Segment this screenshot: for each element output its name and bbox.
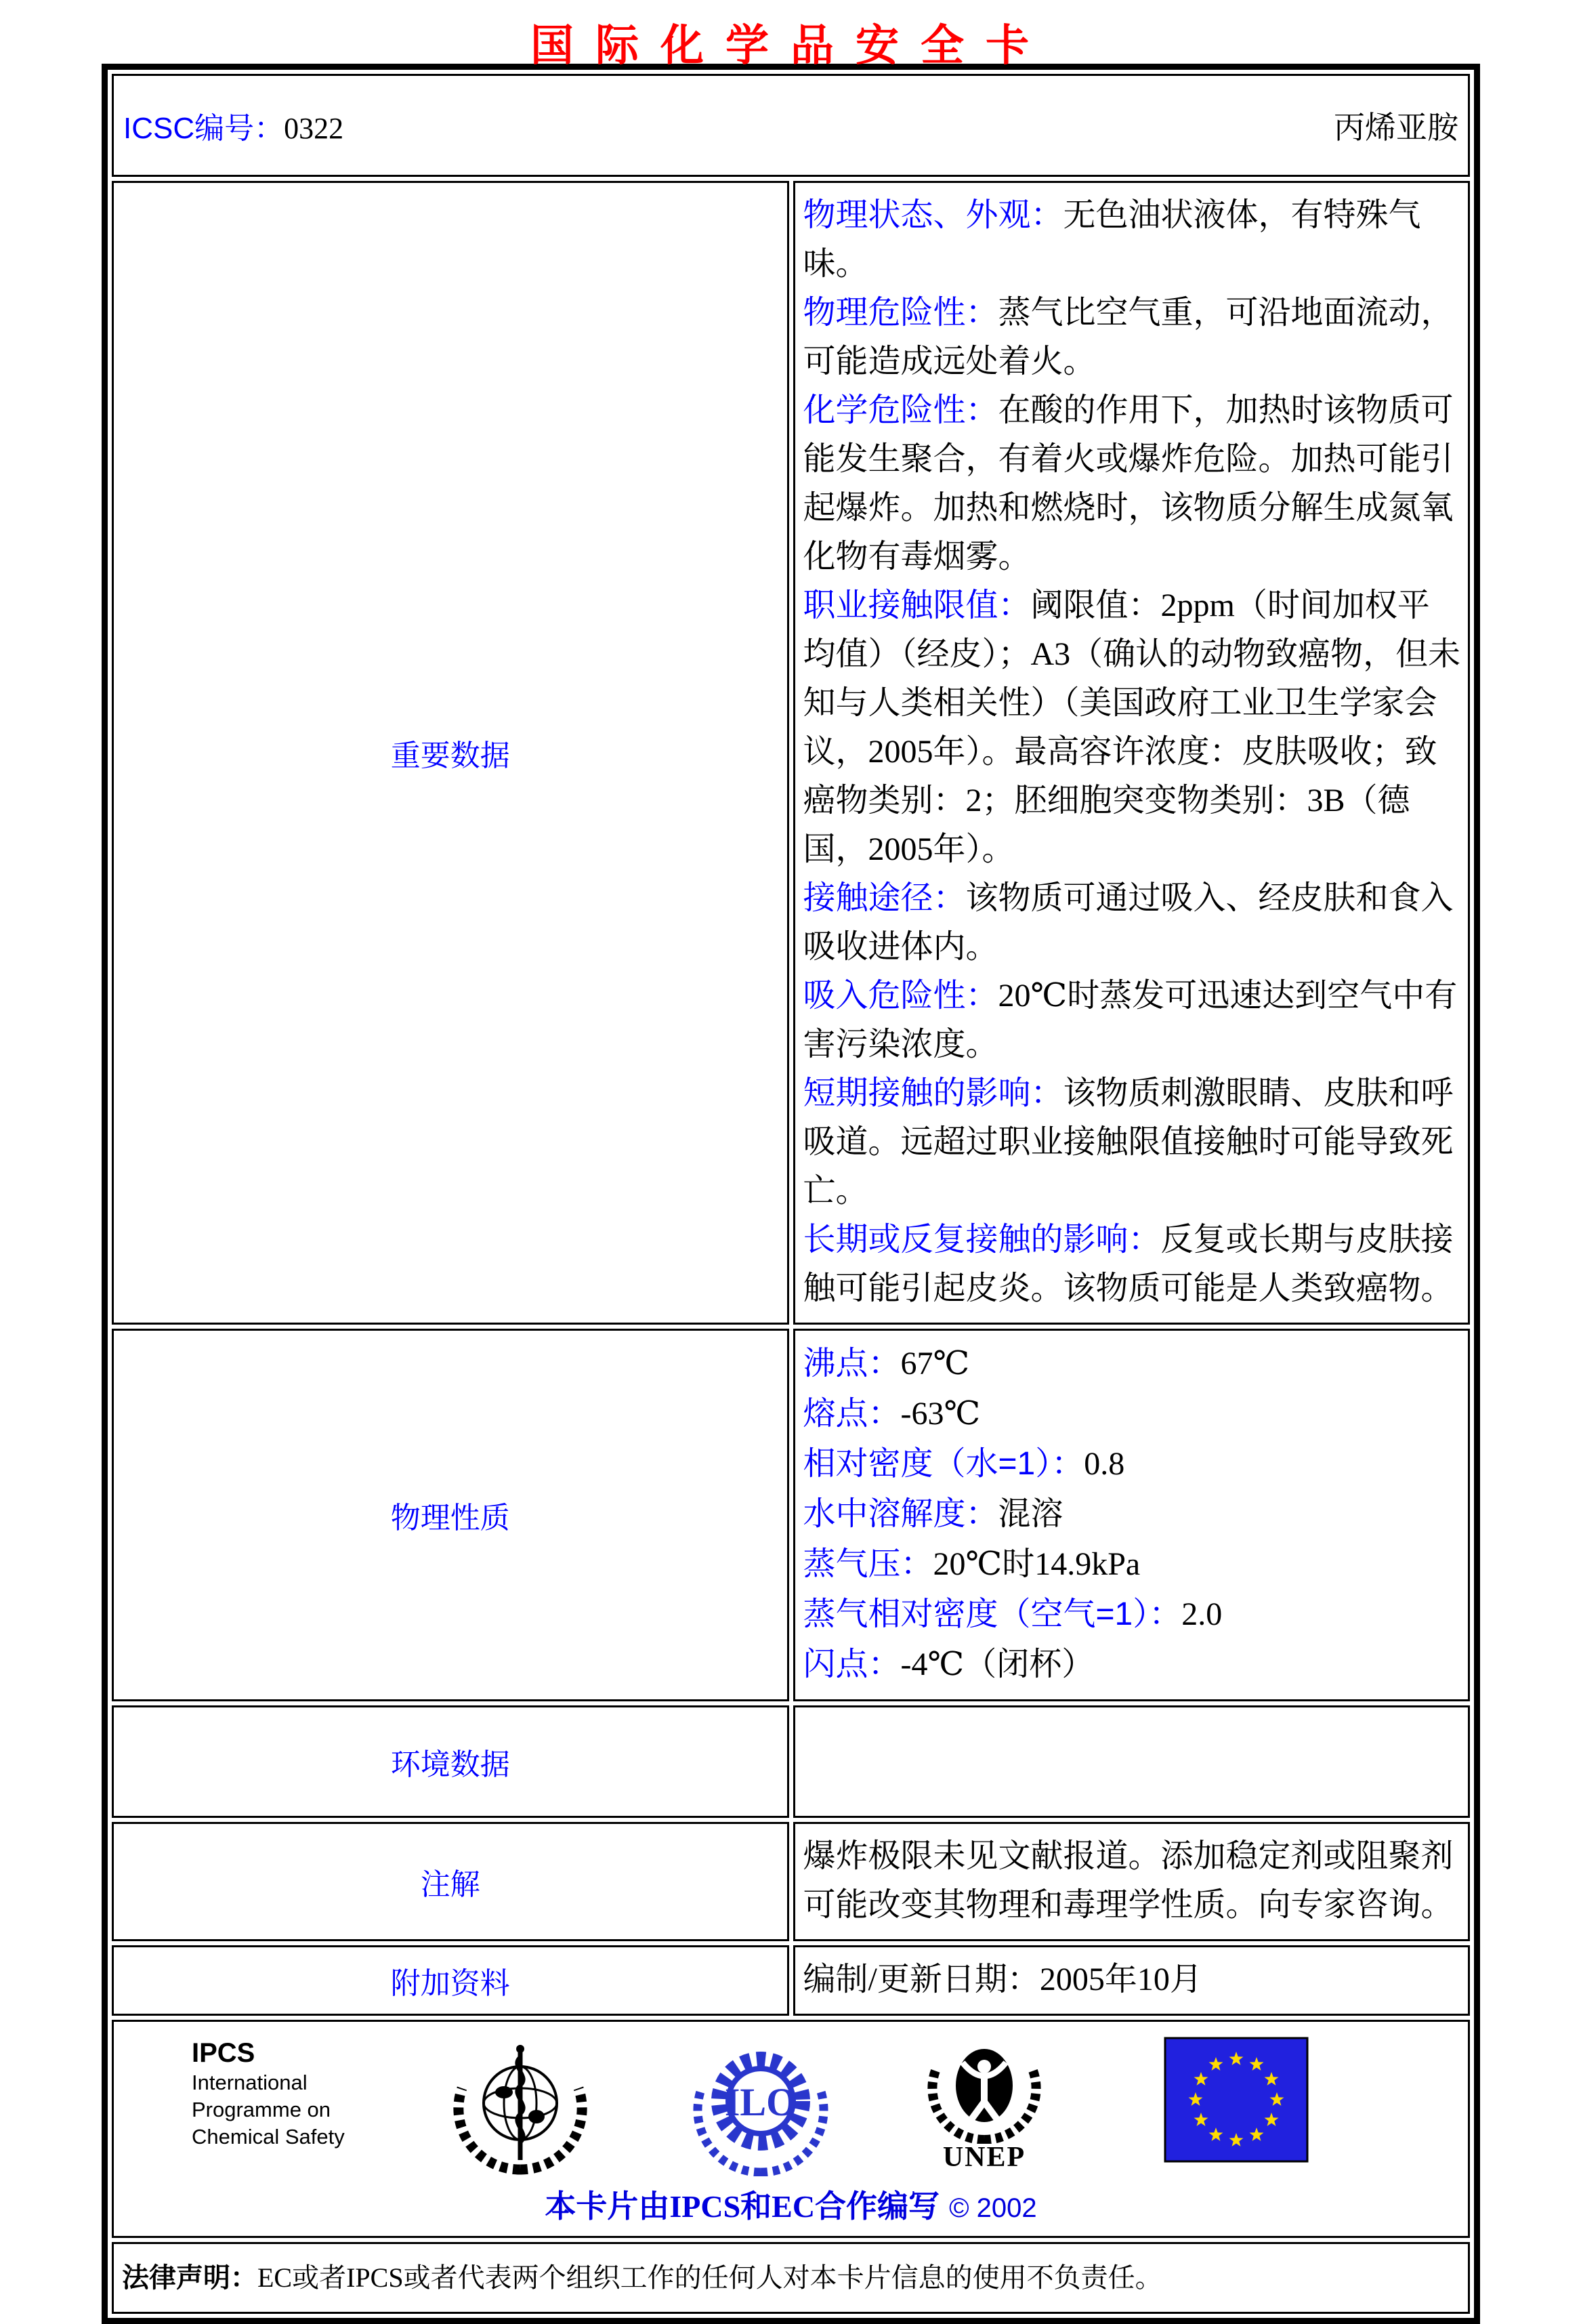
ipcs-title: IPCS bbox=[192, 2038, 255, 2068]
ipcs-subtitle-line: International bbox=[192, 2071, 308, 2094]
field-label: 化学危险性： bbox=[803, 392, 998, 428]
copyright: © 2002 bbox=[949, 2193, 1037, 2223]
important-data-paragraph bbox=[803, 191, 1462, 289]
field-label: 职业接触限值： bbox=[803, 587, 1031, 623]
property-value: -63℃ bbox=[900, 1396, 981, 1432]
organization-logos bbox=[114, 2037, 1468, 2176]
icsc-number-value: 0322 bbox=[284, 112, 344, 145]
field-text: 阈限值：2ppm（时间加权平均值）（经皮）；A3（确认的动物致癌物，但未知与人类相关性）（美国政府工业卫生学家会议，2005年）。最高容许浓度：皮肤吸收；致癌物类别：2；胚细胞突变物类别：3B（德国，2005年）。 bbox=[803, 587, 1461, 867]
ipcs-block bbox=[192, 2037, 345, 2151]
legal-notice-row bbox=[112, 2242, 1470, 2314]
important-data-row bbox=[112, 181, 1470, 1325]
additional-info-text: 编制/更新日期：2005年10月 bbox=[793, 1945, 1471, 2016]
field-label: 吸入危险性： bbox=[803, 978, 998, 1014]
important-data-paragraph bbox=[803, 874, 1462, 972]
credit-text: 本卡片由IPCS和EC合作编写 bbox=[545, 2189, 940, 2224]
icsc-number-label: ICSC编号： bbox=[123, 112, 284, 145]
icsc-number bbox=[123, 104, 343, 147]
physical-properties-content bbox=[793, 1329, 1471, 1701]
important-data-content bbox=[793, 181, 1471, 1325]
property-line bbox=[803, 1489, 1462, 1539]
unep-letters: UNEP bbox=[942, 2142, 1026, 2173]
property-line bbox=[803, 1590, 1462, 1640]
field-text: 该物质刺激眼睛、皮肤和呼吸道。远超过职业接触限值接触时可能导致死亡。 bbox=[803, 1075, 1454, 1209]
eu-flag-icon bbox=[1164, 2037, 1309, 2166]
unep-emblem-icon bbox=[920, 2037, 1049, 2172]
property-label: 蒸气相对密度（空气=1）： bbox=[803, 1596, 1182, 1632]
important-data-paragraph bbox=[803, 1069, 1462, 1216]
property-value: 67℃ bbox=[900, 1346, 970, 1382]
field-label: 短期接触的影响： bbox=[803, 1075, 1063, 1111]
field-text: 反复或长期与皮肤接触可能引起皮炎。该物质可能是人类致癌物。 bbox=[803, 1222, 1454, 1306]
field-label: 长期或反复接触的影响： bbox=[803, 1222, 1161, 1258]
logos-row bbox=[112, 2020, 1470, 2238]
legal-notice-label: 法律声明： bbox=[122, 2263, 257, 2293]
property-value: 2.0 bbox=[1181, 1596, 1223, 1632]
notes-text: 爆炸极限未见文献报道。添加稳定剂或阻聚剂可能改变其物理和毒理学性质。向专家咨询。 bbox=[793, 1822, 1471, 1941]
legal-notice-text: EC或者IPCS或者代表两个组织工作的任何人对本卡片信息的使用不负责任。 bbox=[257, 2262, 1162, 2293]
row-label-environmental-data: 环境数据 bbox=[112, 1705, 789, 1818]
icsc-card-table bbox=[102, 64, 1480, 2324]
environmental-data-row bbox=[112, 1705, 1470, 1818]
important-data-paragraph bbox=[803, 289, 1462, 386]
physical-properties-row bbox=[112, 1329, 1470, 1701]
field-label: 物理状态、外观： bbox=[803, 197, 1063, 233]
property-value: 0.8 bbox=[1084, 1446, 1125, 1482]
field-text: 蒸气比空气重，可沿地面流动，可能造成远处着火。 bbox=[803, 295, 1454, 379]
row-label-important-data: 重要数据 bbox=[112, 181, 789, 1325]
ilo-letters: ILO bbox=[724, 2080, 797, 2124]
property-label: 闪点： bbox=[803, 1646, 901, 1682]
property-label: 熔点： bbox=[803, 1396, 901, 1432]
field-text: 无色油状液体，有特殊气味。 bbox=[803, 197, 1421, 282]
environmental-data-content bbox=[793, 1705, 1471, 1818]
who-emblem-icon bbox=[452, 2037, 588, 2180]
property-value: 20℃时14.9kPa bbox=[933, 1546, 1141, 1582]
field-text: 20℃时蒸发可迅速达到空气中有害污染浓度。 bbox=[803, 978, 1458, 1062]
field-label: 接触途径： bbox=[803, 880, 966, 916]
property-label: 水中溶解度： bbox=[803, 1496, 998, 1532]
row-label-physical-properties: 物理性质 bbox=[112, 1329, 789, 1701]
property-label: 蒸气压： bbox=[803, 1546, 933, 1582]
property-value: 混溶 bbox=[998, 1496, 1063, 1532]
property-label: 沸点： bbox=[803, 1346, 901, 1382]
property-label: 相对密度（水=1）： bbox=[803, 1446, 1084, 1482]
important-data-paragraph bbox=[803, 386, 1462, 581]
row-label-notes: 注解 bbox=[112, 1822, 789, 1941]
ipcs-subtitle-line: Chemical Safety bbox=[192, 2125, 345, 2149]
chemical-name: 丙烯亚胺 bbox=[1334, 110, 1458, 145]
field-text: 该物质可通过吸入、经皮肤和食入吸收进体内。 bbox=[803, 880, 1454, 965]
important-data-paragraph bbox=[803, 1216, 1462, 1313]
property-value: -4℃（闭杯） bbox=[900, 1646, 1095, 1682]
important-data-paragraph bbox=[803, 581, 1462, 874]
property-line bbox=[803, 1439, 1462, 1489]
property-line bbox=[803, 1539, 1462, 1590]
field-text: 在酸的作用下，加热时该物质可能发生聚合，有着火或爆炸危险。加热可能引起爆炸。加热和燃烧时，该物质分解生成氮氧化物有毒烟雾。 bbox=[803, 392, 1454, 575]
ilo-emblem-icon bbox=[690, 2037, 832, 2180]
important-data-paragraph bbox=[803, 972, 1462, 1069]
page-title: 国际化学品安全卡 bbox=[530, 20, 1051, 71]
notes-row bbox=[112, 1822, 1470, 1941]
property-line bbox=[803, 1389, 1462, 1439]
property-line bbox=[803, 1640, 1462, 1690]
additional-info-row bbox=[112, 1945, 1470, 2016]
card-header bbox=[114, 76, 1468, 175]
field-label: 物理危险性： bbox=[803, 295, 998, 331]
ipcs-subtitle-line: Programme on bbox=[192, 2098, 331, 2121]
credit-line bbox=[114, 2176, 1468, 2236]
legal-notice bbox=[112, 2242, 1470, 2314]
property-line bbox=[803, 1339, 1462, 1389]
header-row bbox=[112, 74, 1470, 177]
row-label-additional-info: 附加资料 bbox=[112, 1945, 789, 2016]
